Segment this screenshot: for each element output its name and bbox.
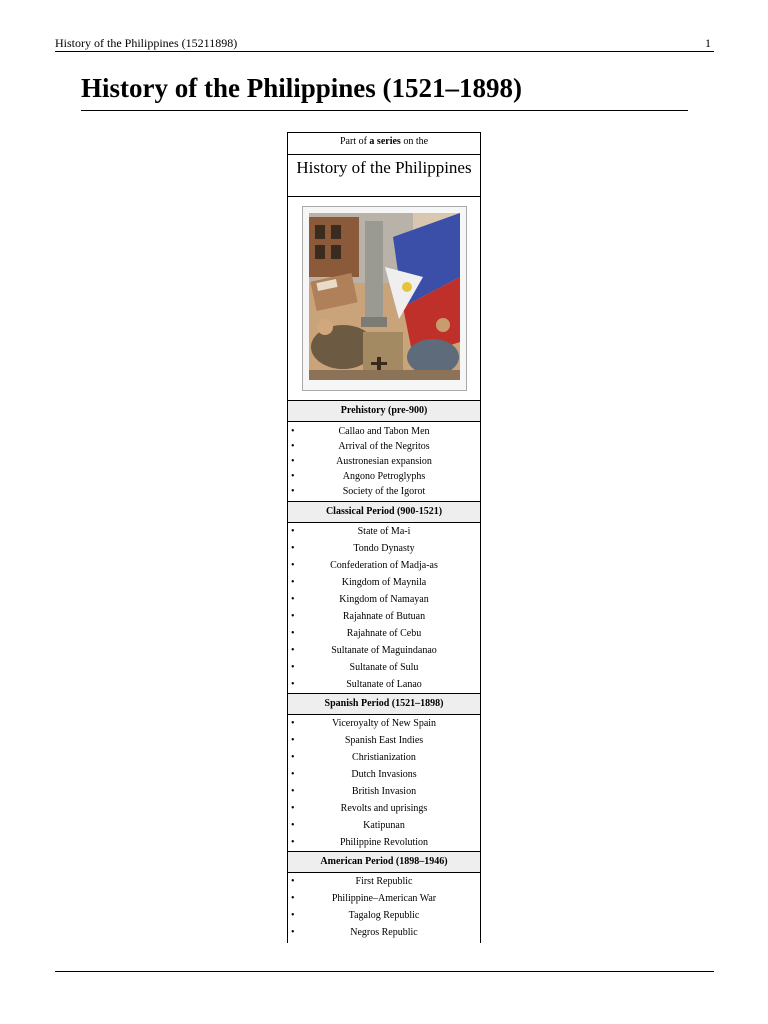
bullet: •: [291, 611, 295, 622]
footer-rule: [55, 971, 714, 972]
list-item-label[interactable]: First Republic: [355, 876, 413, 887]
list-item[interactable]: [288, 749, 480, 766]
list-item-label[interactable]: Viceroyalty of New Spain: [331, 718, 437, 729]
bullet: •: [291, 910, 295, 921]
list-item[interactable]: [288, 732, 480, 749]
bullet: •: [291, 803, 295, 814]
bullet: •: [291, 441, 295, 452]
list-item[interactable]: [288, 783, 480, 800]
section-list-prehistory: [288, 422, 480, 502]
page-number: 1: [705, 36, 711, 50]
bullet: •: [291, 735, 295, 746]
list-item-label[interactable]: Rajahnate of Butuan: [342, 611, 426, 622]
bullet: •: [291, 486, 295, 497]
bullet: •: [291, 893, 295, 904]
bullet: •: [291, 426, 295, 437]
list-item[interactable]: [288, 924, 480, 941]
section-list-american: [288, 873, 480, 941]
list-item[interactable]: [288, 574, 480, 591]
bullet: •: [291, 786, 295, 797]
running-header: [55, 36, 713, 52]
list-item[interactable]: [288, 540, 480, 557]
list-item-label[interactable]: Revolts and uprisings: [340, 803, 428, 814]
bullet: •: [291, 927, 295, 938]
section-header-classical[interactable]: Classical Period (900-1521): [288, 502, 480, 523]
bullet: •: [291, 456, 295, 467]
list-item[interactable]: [288, 659, 480, 676]
list-item-label[interactable]: Society of the Igorot: [342, 486, 426, 497]
list-item[interactable]: [288, 484, 480, 499]
list-item-label[interactable]: State of Ma-i: [357, 526, 411, 537]
bullet: •: [291, 679, 295, 690]
list-item[interactable]: [288, 715, 480, 732]
list-item-label[interactable]: British Invasion: [351, 786, 417, 797]
bullet: •: [291, 594, 295, 605]
part-of-suffix: on the: [403, 136, 429, 147]
bullet: •: [291, 543, 295, 554]
list-item[interactable]: [288, 642, 480, 659]
list-item-label[interactable]: Confederation of Madja-as: [330, 560, 438, 571]
bullet: •: [291, 837, 295, 848]
list-item[interactable]: [288, 676, 480, 693]
history-collage-image[interactable]: [302, 206, 467, 391]
bullet: •: [291, 560, 295, 571]
bullet: •: [291, 662, 295, 673]
series-link[interactable]: a series: [369, 136, 401, 147]
list-item[interactable]: [288, 439, 480, 454]
bullet: •: [291, 752, 295, 763]
list-item-label[interactable]: Rajahnate of Cebu: [346, 628, 422, 639]
list-item-label[interactable]: Kingdom of Maynila: [341, 577, 427, 588]
series-navbox: [287, 132, 481, 943]
list-item[interactable]: [288, 817, 480, 834]
list-item-label[interactable]: Dutch Invasions: [351, 769, 417, 780]
bullet: •: [291, 769, 295, 780]
section-header-prehistory[interactable]: Prehistory (pre-900): [288, 401, 480, 422]
list-item-label[interactable]: Callao and Tabon Men: [338, 426, 430, 437]
list-item[interactable]: [288, 907, 480, 924]
section-list-classical: [288, 523, 480, 694]
list-item-label[interactable]: Sultanate of Lanao: [346, 679, 422, 690]
list-item[interactable]: [288, 800, 480, 817]
navbox-part-of: [288, 133, 480, 155]
navbox-title[interactable]: History of the Philippines: [288, 155, 480, 197]
list-item-label[interactable]: Kingdom of Namayan: [339, 594, 429, 605]
bullet: •: [291, 718, 295, 729]
list-item-label[interactable]: Tagalog Republic: [348, 910, 420, 921]
section-header-spanish[interactable]: Spanish Period (1521–1898): [288, 694, 480, 715]
part-of-prefix: Part of: [339, 136, 367, 147]
bullet: •: [291, 645, 295, 656]
header-rule: [55, 51, 714, 52]
section-header-american[interactable]: American Period (1898–1946): [288, 852, 480, 873]
bullet: •: [291, 526, 295, 537]
list-item[interactable]: [288, 890, 480, 907]
list-item-label[interactable]: Tondo Dynasty: [353, 543, 415, 554]
list-item[interactable]: [288, 454, 480, 469]
list-item-label[interactable]: Spanish East Indies: [344, 735, 424, 746]
list-item-label[interactable]: Austronesian expansion: [336, 456, 432, 467]
list-item[interactable]: [288, 469, 480, 484]
bullet: •: [291, 471, 295, 482]
list-item-label[interactable]: Angono Petroglyphs: [342, 471, 426, 482]
list-item[interactable]: [288, 424, 480, 439]
navbox-image-cell: [288, 197, 480, 401]
page-title: History of the Philippines (1521–1898): [81, 73, 523, 103]
list-item-label[interactable]: Christianization: [352, 752, 416, 763]
list-item[interactable]: [288, 766, 480, 783]
list-item-label[interactable]: Philippine–American War: [331, 893, 437, 904]
list-item[interactable]: [288, 557, 480, 574]
list-item-label[interactable]: Philippine Revolution: [339, 837, 429, 848]
section-list-spanish: [288, 715, 480, 852]
list-item[interactable]: [288, 873, 480, 890]
list-item[interactable]: [288, 591, 480, 608]
list-item-label[interactable]: Negros Republic: [350, 927, 418, 938]
list-item-label[interactable]: Sultanate of Sulu: [349, 662, 419, 673]
list-item[interactable]: [288, 523, 480, 540]
bullet: •: [291, 876, 295, 887]
list-item-label[interactable]: Sultanate of Maguindanao: [331, 645, 437, 656]
list-item[interactable]: [288, 625, 480, 642]
list-item-label[interactable]: Arrival of the Negritos: [338, 441, 430, 452]
list-item[interactable]: [288, 834, 480, 851]
list-item-label[interactable]: Katipunan: [363, 820, 405, 831]
running-header-title: History of the Philippines (15211898): [55, 36, 238, 50]
bullet: •: [291, 577, 295, 588]
title-rule: [81, 110, 688, 111]
bullet: •: [291, 820, 295, 831]
list-item[interactable]: [288, 608, 480, 625]
bullet: •: [291, 628, 295, 639]
